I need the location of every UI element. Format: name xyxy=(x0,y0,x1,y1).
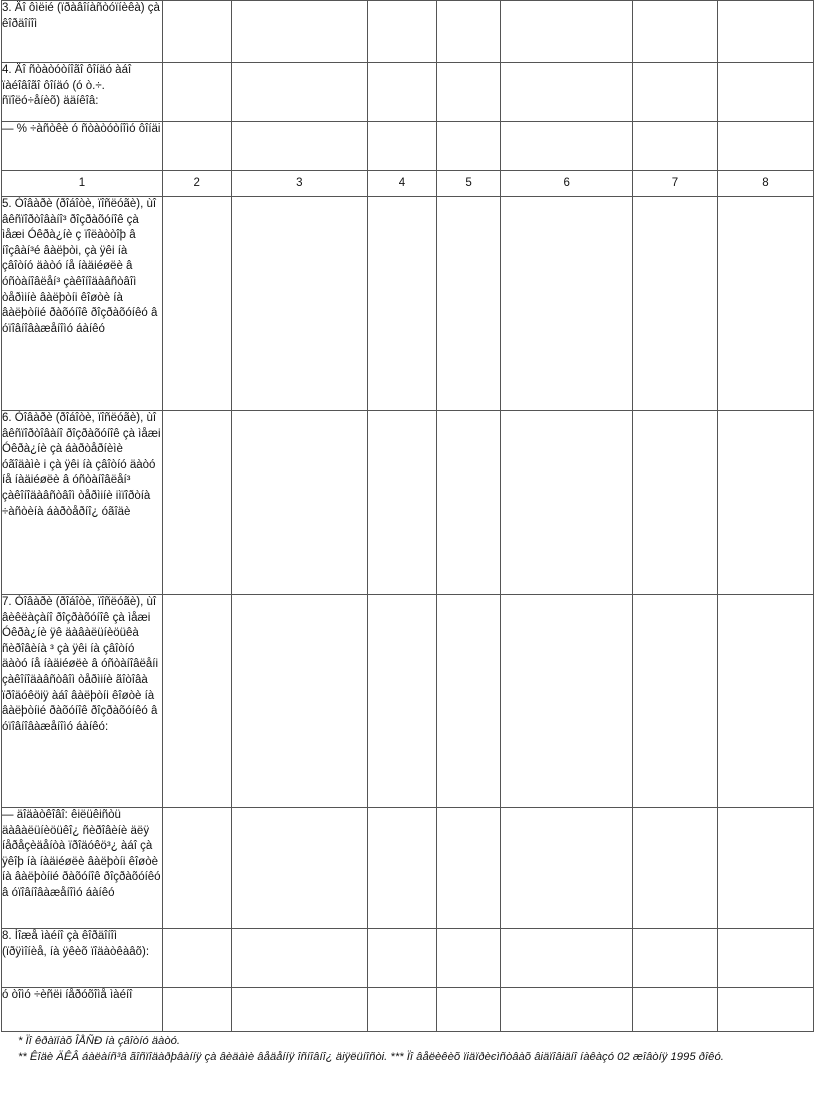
row-label: — % ÷àñòêè ó ñòàòóòíîìó ôîíäi xyxy=(2,122,163,171)
table-row xyxy=(2,595,814,808)
column-number: 3 xyxy=(231,171,368,197)
footnote: ** Êîäè ÄÊÂ áàëàíñ³â ãîñïîäàðþâàííÿ çà âèäàìè âåäåííÿ îñíîâíî¿ äіÿëüíîñòі. *** Ïî âåëèêèõ ïіäïðèєìñòâàõ âіäïîâіäíî íàêàçó 02 æîâòíÿ 1995 ðîêó. xyxy=(18,1051,724,1063)
column-number: 8 xyxy=(717,171,813,197)
row-label: 5. Òîâàðè (ðîáîòè, ïîñëóãè), ùî âêñïîðòîâàíî³ ðîçðàõóíîê çà ìåæі Óêðà¿íè ç ïîëàòòîþ â íîçâàí³é âàëþòі, çà ÿêі íà çâîòíó äàòó íå íàäіéøëè â óñòàíîâëåí³ çàêîíîäàâñòâîì òåðìіíè âàëþòíі êîøòè íà âàëþòíіé ðàõóíîê ðîçðàõóíêó â óïîâíîâàæåíîìó áàíêó xyxy=(2,197,163,411)
column-number: 2 xyxy=(162,171,231,197)
table-row xyxy=(2,197,814,411)
column-number: 4 xyxy=(368,171,437,197)
column-number: 1 xyxy=(2,171,163,197)
column-number: 7 xyxy=(632,171,717,197)
row-label: 7. Òîâàðè (ðîáîòè, ïîñëóãè), ùî âèêëàçàíî ðîçðàõóíîê çà ìåæі Óêðà¿íè ÿê äàâàëüíèöüêà ñèðîâèíà ³ çà ÿêі íà çâîòíó äàòó íå íàäіéøëè â óñòàíîâëåíі çàêîíîäàâñòâîì òåðìіíè ãîòîâà ïðîäóêöіÿ àáî âàëþòíі êîøòè íà âàëþòíіé ðàõóíîê ðîçðàõóíêó â óïîâíîâàæåíîìó áàíêó: xyxy=(2,595,163,808)
row-label: 4. Äî ñòàòóòíîãî ôîíäó àáî ïàéîâîãî ôîíäó (ó ò.÷. ñïîëó÷åíèõ) ääíêîâ: xyxy=(2,63,163,122)
table-row xyxy=(2,808,814,929)
row-label: 6. Òîâàðè (ðîáîòè, ïîñëóãè), ùî âêñïîðòîâàíî ðîçðàõóíîê çà ìåæі Óêðà¿íè çà áàðòåðíèìè óãîäàìè і çà ÿêі íà çâîòíó äàòó íå íàäіéøëè â óñòàíîâëåí³ çàêîíîäàâñòâîì òåðìіíè іìïîðòíà ÷àñòèíà áàðòåðíî¿ óãîäè xyxy=(2,411,163,595)
row-label: 3. Äî ôìëié (ïðàâîíàñòóïíèêà) çà êîðäîíîì xyxy=(2,1,163,63)
table-row xyxy=(2,988,814,1032)
column-number: 5 xyxy=(436,171,501,197)
table-row xyxy=(2,122,814,171)
table-row xyxy=(2,63,814,122)
row-label: ó òîìó ÷èñëі íåðóõîìå ìàéíî xyxy=(2,988,163,1032)
column-number-row xyxy=(2,171,814,197)
table-row xyxy=(2,929,814,988)
row-label: 8. Ìîæå ìàéíî çà êîðäîíîì (ïðÿìîíèå, íà ÿêèõ ïîäàòêàâõ): xyxy=(2,929,163,988)
row-label: — äîäàòêîâî: êіëüêіñòü äàâàëüíèöüêî¿ ñèðîâèíè äëÿ íåðåçèäåíòà ïðîäóêö³¿ àáî çà ÿêîþ íà íàäіéøëè âàëþòíі êîøòè íà âàëþòíіé ðàõóíîê ðîçðàõóíêó â óïîâíîâàæåíîìó áàíêó xyxy=(2,808,163,929)
table-row xyxy=(2,411,814,595)
footnotes xyxy=(18,1033,808,1065)
footnote: * Ïî êðàїíàõ ÎÅÑÐ íà çâîòíó äàòó. xyxy=(18,1035,181,1047)
column-number: 6 xyxy=(501,171,632,197)
report-table xyxy=(1,0,814,1032)
table-row xyxy=(2,1,814,63)
